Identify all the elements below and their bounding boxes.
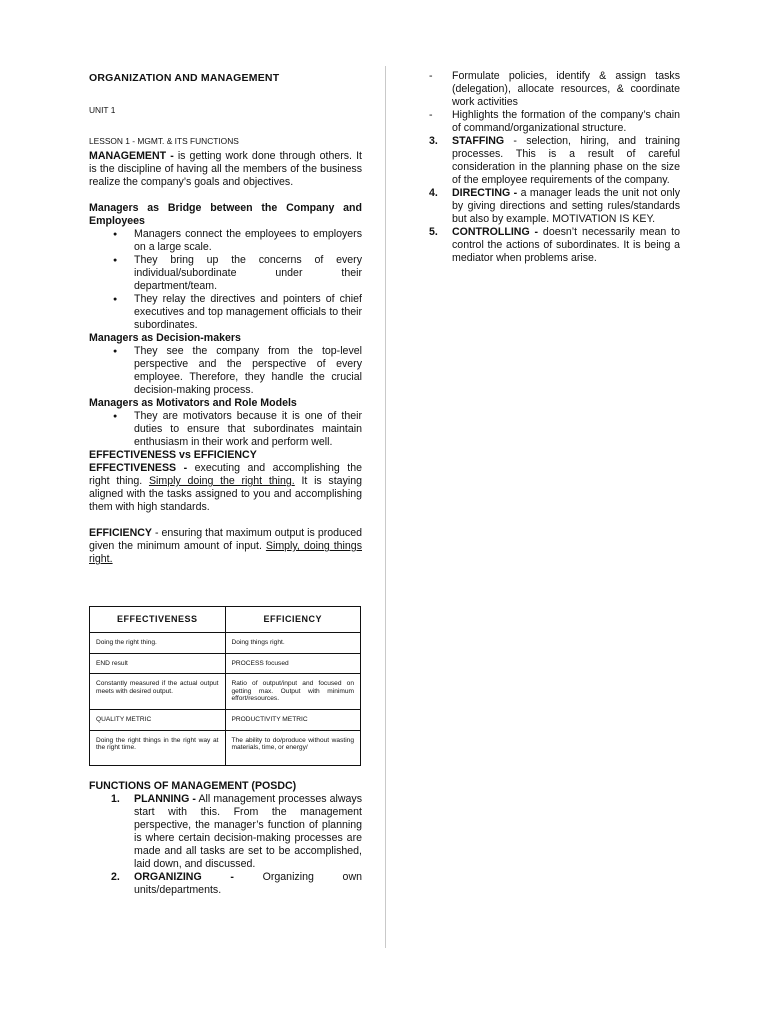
function-text: Organizing own units/departments. bbox=[134, 870, 362, 896]
list-item: ● They bring up the concerns of every individual/subordinate under their department/team. bbox=[89, 254, 362, 293]
item-number: 5. bbox=[429, 226, 438, 238]
bridge-heading: Managers as Bridge between the Company and Employees bbox=[89, 202, 362, 227]
document-title: ORGANIZATION AND MANAGEMENT bbox=[89, 72, 280, 84]
effectiveness-def-1: executing and accomplishing the right thing. bbox=[89, 462, 362, 487]
table-cell: Doing the right things in the right way at the right time. bbox=[90, 730, 226, 765]
function-term: DIRECTING - bbox=[452, 187, 518, 199]
organizing-sublist bbox=[427, 70, 680, 135]
eve-heading: EFFECTIVENESS vs EFFICIENCY bbox=[89, 449, 257, 461]
lesson-label: LESSON 1 - MGMT. & ITS FUNCTIONS bbox=[89, 136, 239, 146]
effectiveness-definition bbox=[89, 462, 362, 514]
function-text: - selection, hiring, and training processes. This is a result of careful consideration in the planning phase on the size of the employee requirements of the company. bbox=[452, 135, 680, 186]
list-item bbox=[89, 871, 362, 897]
list-item: ● They relay the directives and pointers of chief executives and top management officials to their subordinates. bbox=[89, 293, 362, 332]
item-number: 4. bbox=[429, 187, 438, 199]
effectiveness-def-2: It is staying aligned with the tasks assigned to you and accomplishing them with high standards. bbox=[89, 475, 363, 513]
table-cell: PROCESS focused bbox=[225, 653, 361, 674]
efficiency-term: EFFICIENCY bbox=[89, 527, 152, 539]
functions-list-right bbox=[427, 135, 680, 265]
list-item: ● They see the company from the top-level perspective and the perspective of every employee. Therefore, they handle the crucial decision-making process. bbox=[89, 345, 362, 397]
table-cell: Ratio of output/input and focused on getting max. Output with minimum effort/resources. bbox=[225, 674, 361, 710]
function-text: doesn’t necessarily mean to control the actions of subordinates. It is being a mediator when problems arise. bbox=[452, 226, 680, 264]
function-text: All management processes always start with this. From the management perspective, the manager’s function of planning is where certain decision-making processes are made and all tasks are set to be accomplished, laid down, and discussed. bbox=[134, 792, 363, 870]
table-cell: QUALITY METRIC bbox=[90, 709, 226, 730]
management-term: MANAGEMENT - bbox=[89, 150, 174, 162]
function-term: CONTROLLING - bbox=[452, 226, 539, 238]
table-cell: Doing things right. bbox=[225, 633, 361, 654]
function-term: PLANNING - bbox=[134, 792, 196, 805]
list-item bbox=[427, 187, 680, 226]
table-row bbox=[90, 709, 361, 730]
function-text: a manager leads the unit not only by giving directions and setting rules/standards but also by example. MOTIVATION IS KEY. bbox=[452, 187, 680, 225]
functions-heading: FUNCTIONS OF MANAGEMENT (POSDC) bbox=[89, 779, 297, 792]
list-item bbox=[89, 793, 362, 871]
unit-label: UNIT 1 bbox=[89, 105, 116, 115]
right-column bbox=[427, 70, 680, 265]
list-item: - Formulate policies, identify & assign tasks (delegation), allocate resources, & coordinate work activities bbox=[427, 70, 680, 109]
column-divider bbox=[385, 66, 386, 948]
table-cell: END result bbox=[90, 653, 226, 674]
item-number: 3. bbox=[429, 135, 438, 147]
effectiveness-underlined: Simply doing the right thing. bbox=[148, 475, 295, 487]
table-header-row bbox=[90, 607, 361, 633]
management-def-text: is getting work done through others. It is the discipline of having all the members of the business realize the company’s goals and objectives. bbox=[89, 150, 362, 188]
motivator-heading: Managers as Motivators and Role Models bbox=[89, 397, 297, 409]
table-cell: Doing the right thing. bbox=[90, 633, 226, 654]
item-number: 2. bbox=[111, 870, 120, 883]
table-cell: The ability to do/produce without wasting materials, time, or energy/ bbox=[225, 730, 361, 765]
list-item bbox=[427, 226, 680, 265]
comparison-table bbox=[89, 606, 361, 766]
table-row bbox=[90, 674, 361, 710]
table-row bbox=[90, 653, 361, 674]
function-term: STAFFING bbox=[452, 135, 505, 147]
function-term: ORGANIZING - bbox=[134, 870, 234, 883]
table-cell: PRODUCTIVITY METRIC bbox=[225, 709, 361, 730]
table-row bbox=[90, 633, 361, 654]
list-item: ● They are motivators because it is one of their duties to ensure that subordinates maintain enthusiasm in their work and perform well. bbox=[89, 410, 362, 449]
motivator-list bbox=[89, 410, 362, 449]
efficiency-def: - ensuring that maximum output is produced given the minimum amount of input. bbox=[89, 527, 362, 552]
effectiveness-term: EFFECTIVENESS - bbox=[89, 462, 188, 474]
efficiency-underlined: Simply, doing things right. bbox=[89, 540, 362, 565]
item-number: 1. bbox=[111, 792, 120, 805]
functions-list-left bbox=[89, 793, 362, 897]
table-cell: Constantly measured if the actual output meets with desired output. bbox=[90, 674, 226, 710]
efficiency-definition bbox=[89, 527, 362, 566]
list-item: - Highlights the formation of the company’s chain of command/organizational structure. bbox=[427, 109, 680, 135]
decision-list bbox=[89, 345, 362, 397]
list-item: ● Managers connect the employees to employers on a large scale. bbox=[89, 228, 362, 254]
decision-heading: Managers as Decision-makers bbox=[89, 332, 241, 344]
left-column bbox=[89, 72, 362, 897]
table-header: EFFECTIVENESS bbox=[90, 607, 226, 633]
bridge-list bbox=[89, 228, 362, 332]
list-item bbox=[427, 135, 680, 187]
table-row bbox=[90, 730, 361, 765]
table-header: EFFICIENCY bbox=[225, 607, 361, 633]
management-definition bbox=[89, 150, 362, 189]
